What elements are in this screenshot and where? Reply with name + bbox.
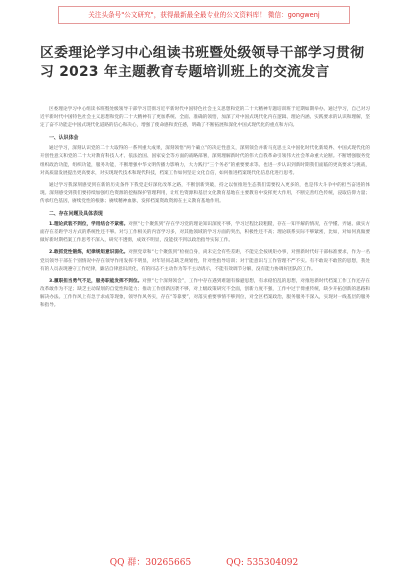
paragraph-lead: 3.履职担当勇气不足，服务职能发挥不到位。: [49, 278, 143, 284]
document-body: [40, 106, 370, 314]
contact-footer: [0, 555, 408, 568]
body-paragraph: 通过学习，深刻认识党的二十大取得的一系列重大成果，深刻领悟“两个确立”的决定性意义，深刻领会并新马克思主义中国化时代化新境界、中国式现代化的开创性意义和党的二十大对教育科技人才、依法治国、国家安全等方面的战略部署，深刻理解新时代的伟大自我革命引领伟大社会革命重大论断。不断增强服务党组织政治功能，组织功能，服务功能，不断增强中华文明传播力影响力，大力践行“三个务必”的重要要求等。也进一步认识到新时期我们面临的更高要求与挑战，对高质量发展提出更高要求，对实现现代技术和现代科技，档案工作如何坚定文化自信，如何推进档案现代化信息化进行思考。: [40, 146, 370, 176]
body-paragraph: [40, 278, 370, 310]
body-paragraph: 区委理论学习中心组读书班暨处级领导干部学习贯彻习近平新时代中国特色社会主义思想和党的二十大精神专题培训班于近期如期举办。通过学习，自己对习近平新时代中国特色社会主义思想和党的二十大精神有了更加系统、全面、准确的领悟，加深了对中国式现代化内在逻辑、理论内涵、实践要求的认识和理解，坚定了奋不功能走中国式现代化道路的信心和决心，增强了使命感和责任感，明确了不断拓展和深化中国式现代化的重点和方向。: [40, 107, 370, 129]
document-title: [40, 44, 370, 82]
paragraph-lead: 2.敢抓党性锻炼，纪律规矩意识弱化。: [49, 250, 129, 256]
body-paragraph: 通过学习我深刻感受到在新的历史条件下我党走好深化改革之路，不断创新突破，持之以恒推进生态我们需要投入更多的，也是伟大斗争中的担当奋进的体现。深刻感受到我们要持续加强红色资源的挖掘保护管理利用，让红色资源和基层文化教育基地在主要教育中发挥更大作用，不断完善红色传统，浸取信仰力量；传承红色基因，赓续党性的根脉；赓续精神血脉，发挥档案资政资源在主义教育基地作用。: [40, 182, 370, 204]
body-paragraph: [40, 221, 370, 245]
body-paragraph: [40, 249, 370, 273]
paragraph-lead: 1.理论武装不到位，学用结合不紧密。: [49, 222, 129, 228]
title-line-1: 区委理论学习中心组读书班暨处级领导干部学习贯彻: [40, 45, 365, 61]
qq-group-number: QQ 群：30265665: [109, 558, 192, 568]
paragraph-text: 对照“七个聚焦到”存在学习党的理论知识深度不够，学习过程比较粗糙，存在一知半解的情况，在学懂、弄通、做实方面存在差距学习方式的系统性还不够。对与工作相关的内容学习多，对其他领域的学习方面的突出，积极性还不高；理论联系实际不够紧密，比如，对如何真做要做好新时期档案工作思考不深入，研究不透彻，成效不明显，没能找不到以政治指导实际工作。: [40, 222, 370, 244]
section-heading: 一、认识体会: [49, 135, 79, 142]
title-line-2: 习 2023 年主题教育专题培训班上的交流发言: [40, 64, 330, 80]
paragraph-text: 对照党章和“七个聚焦到”检视自身，尚未完全有些差距，不能完全按规矩办事，对照新时代好干部标准要求，作为一名党员领导干部在个别情况中存在领导作用发挥不明显，对年轻同志缺乏规划性，针对性指导培训；对于能意识与工作管理不严不实。有不敢说不敢管的思想，我处有的人员表现遵守工作纪律，廉洁自律意识淡化，有的同志不主动作为等不主动请示，不能有效调节分解，没有能力协调好团队的工作。: [40, 250, 370, 272]
qq-number: QQ: 535304092: [226, 558, 299, 568]
section-heading: 二、存在问题及具体表现: [49, 211, 103, 218]
promo-banner: 关注头条号"公文研究"，获得最新最全最专业的公文资料库！ 微信：gongwenj: [58, 6, 350, 24]
paragraph-text: 对照“七个深刻领会”，工作中存在遇到难题有躲避思想，有求稳怕乱的思想，对推进新时代档案工作工作还存在改革敢作为不足；缺乏主动谋划的自觉性和能力；推动工作创新因袭不够，对上级政策研究不全面，创新力度不强，工作中过于倚重传统，缺少开拓创新的思路和解决办法。工作作风上有急于求成等现象，领导作风务实，存在“等靠要”，对落实重要事情不够到位，对全区档案政治，服务服务不深入，实现对一线基层的服务和指导。: [40, 278, 371, 308]
